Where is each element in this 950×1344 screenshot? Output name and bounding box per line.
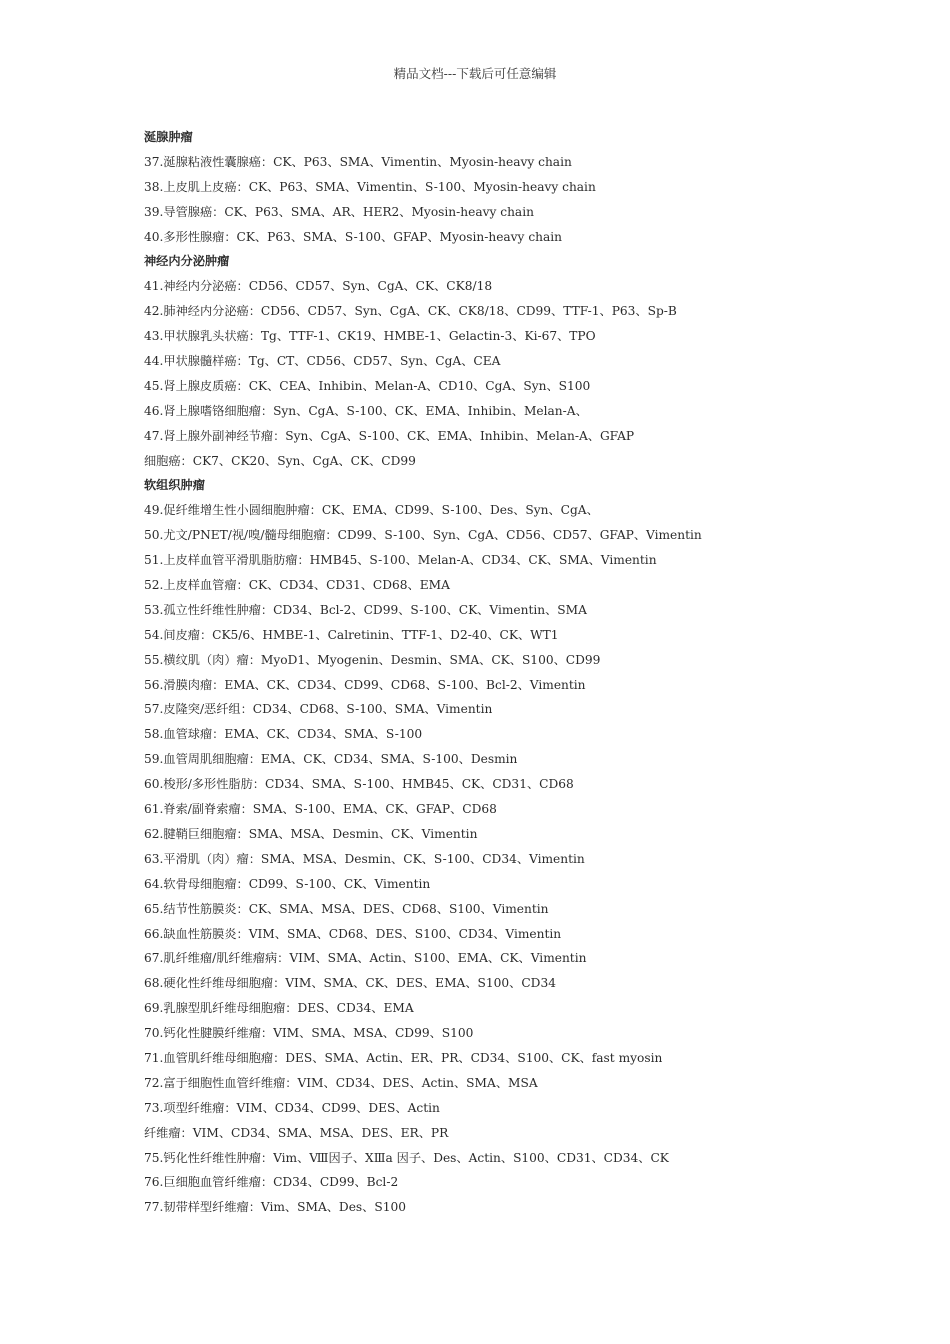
text-line: 71.血管肌纤维母细胞瘤：DES、SMA、Actin、ER、PR、CD34、S100、CK、fast myosin (144, 1050, 663, 1065)
page-header: 精品文档---下载后可任意编辑 (393, 66, 557, 81)
text-line: 57.皮隆突/恶纤组：CD34、CD68、S-100、SMA、Vimentin (144, 702, 493, 717)
text-line: 68.硬化性纤维母细胞瘤：VIM、SMA、CK、DES、EMA、S100、CD34 (144, 976, 556, 991)
text-line: 50.尤文/PNET/视/嗅/髓母细胞瘤：CD99、S-100、Syn、CgA、CD56、CD57、GFAP、Vimentin (144, 528, 702, 543)
document-body (144, 125, 844, 1220)
text-line: 45.肾上腺皮质癌：CK、CEA、Inhibin、Melan-A、CD10、CgA、Syn、S100 (144, 378, 591, 393)
text-line: 76.巨细胞血管纤维瘤：CD34、CD99、Bcl-2 (144, 1175, 399, 1190)
text-line: 41.神经内分泌癌：CD56、CD57、Syn、CgA、CK、CK8/18 (144, 279, 493, 294)
text-line: 58.血管球瘤：EMA、CK、CD34、SMA、S-100 (144, 727, 423, 742)
text-line: 纤维瘤：VIM、CD34、SMA、MSA、DES、ER、PR (144, 1125, 449, 1140)
text-line: 细胞癌：CK7、CK20、Syn、CgA、CK、CD99 (144, 453, 416, 468)
text-line: 53.孤立性纤维性肿瘤：CD34、Bcl-2、CD99、S-100、CK、Vimentin、SMA (144, 602, 587, 617)
section-heading: 神经内分泌肿瘤 (144, 254, 230, 269)
text-line: 64.软骨母细胞瘤：CD99、S-100、CK、Vimentin (144, 876, 431, 891)
text-line: 54.间皮瘤：CK5/6、HMBE-1、Calretinin、TTF-1、D2-40、CK、WT1 (144, 627, 559, 642)
text-line: 56.滑膜肉瘤：EMA、CK、CD34、CD99、CD68、S-100、Bcl-2、Vimentin (144, 677, 586, 692)
text-line: 43.甲状腺乳头状癌：Tg、TTF-1、CK19、HMBE-1、Gelactin-3、Ki-67、TPO (144, 329, 596, 344)
text-line: 69.乳腺型肌纤维母细胞瘤：DES、CD34、EMA (144, 1001, 414, 1016)
text-line: 52.上皮样血管瘤：CK、CD34、CD31、CD68、EMA (144, 578, 450, 593)
text-line: 46.肾上腺嗜铬细胞瘤：Syn、CgA、S-100、CK、EMA、Inhibin、Melan-A、 (144, 403, 588, 418)
text-line: 40.多形性腺瘤：CK、P63、SMA、S-100、GFAP、Myosin-heavy chain (144, 229, 563, 244)
text-line: 61.脊索/副脊索瘤：SMA、S-100、EMA、CK、GFAP、CD68 (144, 802, 497, 817)
text-line: 49.促纤维增生性小圆细胞肿瘤：CK、EMA、CD99、S-100、Des、Syn、CgA、 (144, 503, 599, 518)
text-line: 75.钙化性纤维性肿瘤：Vim、Ⅷ因子、XⅢa 因子、Des、Actin、S100、CD31、CD34、CK (144, 1150, 669, 1165)
text-line: 70.钙化性腱膜纤维瘤：VIM、SMA、MSA、CD99、S100 (144, 1026, 474, 1041)
text-line: 73.项型纤维瘤：VIM、CD34、CD99、DES、Actin (144, 1100, 440, 1115)
text-line: 60.梭形/多形性脂肪：CD34、SMA、S-100、HMB45、CK、CD31、CD68 (144, 777, 574, 792)
text-line: 37.涎腺粘液性囊腺癌：CK、P63、SMA、Vimentin、Myosin-heavy chain (144, 154, 572, 169)
text-line: 63.平滑肌（肉）瘤：SMA、MSA、Desmin、CK、S-100、CD34、Vimentin (144, 851, 585, 866)
text-line: 44.甲状腺髓样癌：Tg、CT、CD56、CD57、Syn、CgA、CEA (144, 354, 501, 369)
text-line: 47.肾上腺外副神经节瘤：Syn、CgA、S-100、CK、EMA、Inhibin、Melan-A、GFAP (144, 428, 635, 443)
text-line: 72.富于细胞性血管纤维瘤：VIM、CD34、DES、Actin、SMA、MSA (144, 1075, 538, 1090)
section-heading: 软组织肿瘤 (144, 478, 205, 493)
text-line: 59.血管周肌细胞瘤：EMA、CK、CD34、SMA、S-100、Desmin (144, 752, 518, 767)
text-line: 39.导管腺癌：CK、P63、SMA、AR、HER2、Myosin-heavy chain (144, 204, 534, 219)
text-line: 55.横纹肌（肉）瘤：MyoD1、Myogenin、Desmin、SMA、CK、S100、CD99 (144, 652, 601, 667)
text-line: 62.腱鞘巨细胞瘤：SMA、MSA、Desmin、CK、Vimentin (144, 826, 478, 841)
text-line: 51.上皮样血管平滑肌脂肪瘤：HMB45、S-100、Melan-A、CD34、CK、SMA、Vimentin (144, 553, 657, 568)
text-line: 42.肺神经内分泌癌：CD56、CD57、Syn、CgA、CK、CK8/18、CD99、TTF-1、P63、Sp-B (144, 304, 677, 319)
text-line: 65.结节性筋膜炎：CK、SMA、MSA、DES、CD68、S100、Vimentin (144, 901, 549, 916)
section-heading: 涎腺肿瘤 (144, 130, 193, 144)
text-line: 67.肌纤维瘤/肌纤维瘤病：VIM、SMA、Actin、S100、EMA、CK、Vimentin (144, 951, 587, 966)
text-line: 66.缺血性筋膜炎：VIM、SMA、CD68、DES、S100、CD34、Vimentin (144, 926, 562, 941)
text-line: 77.韧带样型纤维瘤：Vim、SMA、Des、S100 (144, 1200, 406, 1215)
text-line: 38.上皮肌上皮癌：CK、P63、SMA、Vimentin、S-100、Myosin-heavy chain (144, 179, 596, 194)
